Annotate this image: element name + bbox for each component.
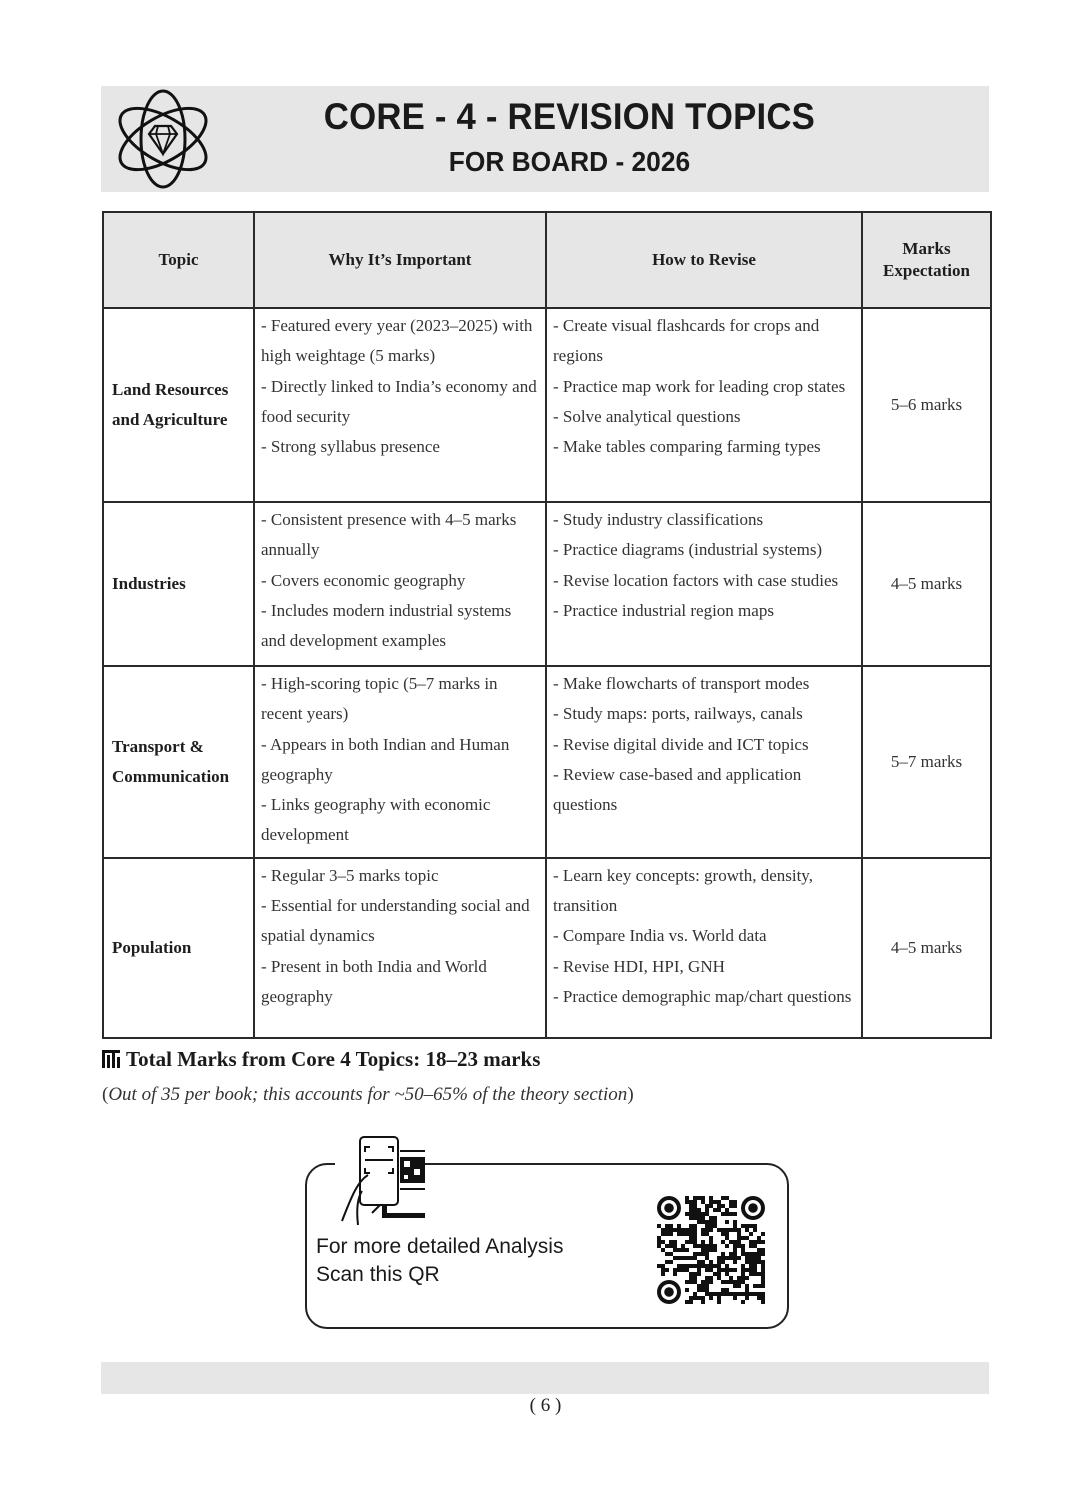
marks-cell: 4–5 marks	[862, 502, 991, 666]
qr-promo-line2: Scan this QR	[316, 1263, 440, 1286]
how-item: - Practice map work for leading crop states	[553, 376, 846, 396]
why-cell	[254, 308, 546, 502]
summary-note	[102, 1084, 634, 1106]
how-item: - Review case-based and application questions	[553, 764, 802, 815]
topic-cell: Transport & Communication	[103, 666, 254, 858]
bar-chart-icon	[102, 1050, 120, 1068]
qr-promo-text	[316, 1233, 563, 1289]
column-header-why: Why It’s Important	[254, 212, 546, 308]
how-item: - Learn key concepts: growth, density, transition	[553, 865, 813, 916]
note-text: Out of 35 per book; this accounts for ~50–65% of the theory section	[108, 1084, 628, 1105]
why-item: - Links geography with economic development	[261, 795, 491, 845]
phone-scan-icon	[340, 1135, 435, 1230]
how-cell	[546, 666, 862, 858]
page-number: ( 6 )	[529, 1395, 562, 1416]
marks-cell: 5–7 marks	[862, 666, 991, 858]
why-item: - Essential for understanding social and spatial dynamics	[261, 896, 530, 946]
how-item: - Solve analytical questions	[553, 406, 741, 426]
why-item: - Consistent presence with 4–5 marks annually	[261, 510, 517, 560]
footer-band	[101, 1362, 989, 1394]
topic-cell: Industries	[103, 502, 254, 666]
how-item: - Practice industrial region maps	[553, 600, 774, 620]
table-header-row	[103, 212, 991, 308]
why-item: - Regular 3–5 marks topic	[261, 865, 439, 885]
why-item: - Directly linked to India’s economy and food security	[261, 376, 537, 426]
table-row	[103, 858, 991, 1038]
qr-code-icon[interactable]	[657, 1196, 765, 1304]
note-paren-open: (	[102, 1084, 109, 1105]
how-item: - Create visual flashcards for crops and regions	[553, 316, 820, 366]
how-item: - Practice demographic map/chart questions	[553, 986, 852, 1006]
why-item: - Featured every year (2023–2025) with high weightage (5 marks)	[261, 316, 533, 366]
how-item: - Revise digital divide and ICT topics	[553, 734, 809, 754]
how-cell	[546, 858, 862, 1038]
marks-header-text: Marks Expectation	[883, 239, 970, 280]
page-subtitle: FOR BOARD - 2026	[448, 146, 691, 177]
why-item: - Appears in both Indian and Human geography	[261, 734, 510, 784]
why-cell	[254, 858, 546, 1038]
page-title: CORE - 4 - REVISION TOPICS	[323, 96, 816, 137]
how-item: - Revise HDI, HPI, GNH	[553, 956, 725, 976]
how-cell	[546, 308, 862, 502]
how-item: - Compare India vs. World data	[553, 926, 767, 946]
why-item: - High-scoring topic (5–7 marks in recent years)	[261, 674, 498, 724]
column-header-marks	[862, 212, 991, 308]
column-header-how: How to Revise	[546, 212, 862, 308]
how-item: - Revise location factors with case studies	[553, 570, 839, 590]
how-item: - Study industry classifications	[553, 510, 764, 529]
qr-promo-line1: For more detailed Analysis	[316, 1235, 564, 1258]
why-cell	[254, 502, 546, 666]
how-item: - Practice diagrams (industrial systems)	[553, 540, 823, 560]
marks-cell: 4–5 marks	[862, 858, 991, 1038]
table-row	[103, 502, 991, 666]
topic-cell: Land Resources and Agriculture	[103, 308, 254, 502]
why-item: - Strong syllabus presence	[261, 437, 440, 457]
how-item: - Make tables comparing farming types	[553, 437, 821, 457]
total-marks-text: Total Marks from Core 4 Topics: 18–23 marks	[126, 1047, 541, 1071]
total-marks-summary	[102, 1047, 540, 1072]
how-cell	[546, 502, 862, 666]
note-paren-close: )	[627, 1084, 634, 1105]
marks-cell: 5–6 marks	[862, 308, 991, 502]
why-item: - Covers economic geography	[261, 570, 466, 590]
why-cell	[254, 666, 546, 858]
why-item: - Present in both India and World geography	[261, 956, 487, 1006]
header-banner	[101, 86, 989, 192]
topic-cell: Population	[103, 858, 254, 1038]
how-item: - Make flowcharts of transport modes	[553, 674, 810, 693]
table-row	[103, 308, 991, 502]
why-item: - Includes modern industrial systems and development examples	[261, 600, 512, 651]
column-header-topic: Topic	[103, 212, 254, 308]
table-row	[103, 666, 991, 858]
how-item: - Study maps: ports, railways, canals	[553, 704, 803, 724]
revision-topics-table	[102, 211, 992, 1039]
